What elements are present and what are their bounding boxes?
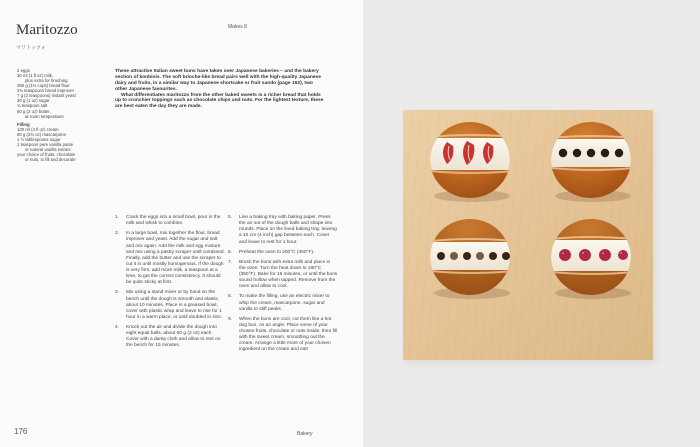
step-number: 4. bbox=[115, 325, 120, 330]
intro-paragraph: What differentiates maritozzo from the other baked sweets is a richer bread that holds up to crunchier toppings such as chocolate chips and nuts. For the lightest texture, these are best eaten the day they are made. bbox=[115, 92, 324, 110]
ingredient: 2 eggs bbox=[17, 68, 30, 73]
bun-raspberry bbox=[543, 215, 643, 305]
ingredient: 60 g (2 oz) butter, bbox=[17, 108, 51, 114]
recipe-subtitle-japanese: マリトッツォ bbox=[16, 45, 46, 51]
filling-ingredient: or natural vanilla extract bbox=[25, 146, 71, 152]
method-step bbox=[228, 215, 338, 246]
method-step bbox=[115, 215, 225, 227]
step-number: 7. bbox=[228, 259, 233, 265]
step-text: Crack the eggs into a small bowl, pour in the milk and whisk to combine. bbox=[126, 215, 221, 227]
step-text: Line a baking tray with baking paper. Press the air out of the dough balls and shape into rounds. Place on the lined baking tray, leaving a 10 cm (4 inch) gap between each. Cover and leave to rest for 1 hour. bbox=[239, 215, 337, 245]
method-step bbox=[228, 317, 338, 354]
intro-paragraph: These attractive Italian sweet buns have taken over Japanese bakeries – and the bakery section of konbinis. The soft brioche-like bread pairs well with the high-quality Japanese dairy and fruits, in a similar way to Japanese shortcake or fruit sando (page 192), two other Japanese favourites. bbox=[115, 69, 321, 92]
filling-ingredient: 80 g (2¾ oz) mascarpone bbox=[17, 131, 66, 137]
buns-illustration bbox=[363, 0, 700, 447]
ingredient: at room temperature bbox=[25, 113, 64, 119]
method-column-2 bbox=[228, 215, 338, 358]
step-number: 3. bbox=[115, 290, 120, 296]
method-step bbox=[115, 290, 225, 321]
step-number: 5. bbox=[228, 215, 233, 220]
food-photo bbox=[363, 0, 700, 447]
step-number: 1. bbox=[115, 215, 120, 220]
ingredient: 30 g (1 oz) sugar bbox=[17, 98, 50, 104]
bun-chocolate bbox=[543, 118, 643, 208]
filling-ingredient: or nuts, to fill and decorate bbox=[25, 157, 76, 163]
method-step bbox=[115, 325, 225, 350]
ingredient: ¾ teaspoon salt bbox=[17, 103, 48, 109]
method-step bbox=[228, 294, 338, 312]
recipe-introduction bbox=[115, 69, 325, 110]
recipe-title: Maritozzo bbox=[16, 22, 78, 38]
ingredient: 30 ml (1 fl oz) milk, bbox=[17, 73, 54, 79]
method-step bbox=[228, 250, 338, 256]
section-name: Bakery bbox=[297, 431, 313, 437]
step-text: Preheat the oven to 200°C (400°F). bbox=[239, 249, 315, 255]
method-column-1 bbox=[115, 215, 225, 354]
step-number: 8. bbox=[228, 294, 233, 300]
ingredient: 7 g (2 teaspoons) instant yeast bbox=[17, 93, 76, 99]
step-text: Mix using a stand mixer or by hand on the bench until the dough is smooth and elastic, about 10 minutes. Place in a greased bowl, cover with plastic wrap and leave to rise for 1 hour in a warm place, or until doubled in size. bbox=[126, 290, 223, 320]
filling-ingredient: 130 ml (4 fl oz) cream bbox=[17, 126, 59, 132]
method-step bbox=[115, 231, 225, 286]
ingredient: 2¾ teaspoons bread improver bbox=[17, 88, 75, 94]
filling-heading: Filling bbox=[17, 121, 30, 127]
bun-chocolate-nut bbox=[423, 215, 523, 305]
step-number: 2. bbox=[115, 231, 120, 237]
step-text: To make the filling, use an electric mixer to whip the cream, mascarpone, sugar and vanilla to stiff peaks. bbox=[239, 294, 330, 312]
page-number: 176 bbox=[14, 427, 28, 436]
step-text: Brush the buns with extra milk and place in the oven. Turn the heat down to 180°C (350°F). Bake for 16 minutes, or until the buns sound hollow when tapped. Remove from the oven and allow to cool. bbox=[239, 259, 338, 290]
step-text: Knock out the air and divide the dough into eight equal balls, about 60 g (2 oz) each. Cover with a damp cloth and allow to rest on the bench for 15 minutes. bbox=[126, 325, 221, 349]
step-text: In a large bowl, mix together the flour, bread improver and yeast. Add the sugar and salt and mix again. Add the milk and egg mixture and mix using a pastry scraper until combined. Finally, add the butter and use the scraper to cut it in until mostly homogenous. If the dough is very firm, add more milk, a teaspoon at a time, to get the correct consistency. It should be quite sticky at first. bbox=[126, 231, 225, 286]
filling-ingredient: your choice of fruits, chocolate bbox=[17, 152, 76, 157]
filling-ingredient: 1 ½ tablespoons sugar bbox=[17, 136, 61, 142]
step-text: When the buns are cool, cut them like a hot dog bun, on an angle. Place some of your chosen fruits, chocolate or nuts inside, then fill with the sweet cream, smoothing out the cream. Arrange a little more of your chosen ingredient on the cream and eat! bbox=[239, 316, 338, 353]
step-number: 6. bbox=[228, 249, 233, 255]
filling-ingredient: 1 teaspoon pure vanilla paste bbox=[17, 141, 74, 147]
method-step bbox=[228, 260, 338, 291]
ingredient: 250 g (1⅔ cups) bread flour bbox=[17, 83, 70, 89]
step-number: 9. bbox=[228, 316, 233, 322]
ingredients-list bbox=[17, 68, 97, 162]
bun-strawberry bbox=[423, 118, 523, 208]
recipe-yield: Makes 8 bbox=[228, 24, 247, 30]
ingredient: plus extra for brushing bbox=[25, 78, 68, 84]
